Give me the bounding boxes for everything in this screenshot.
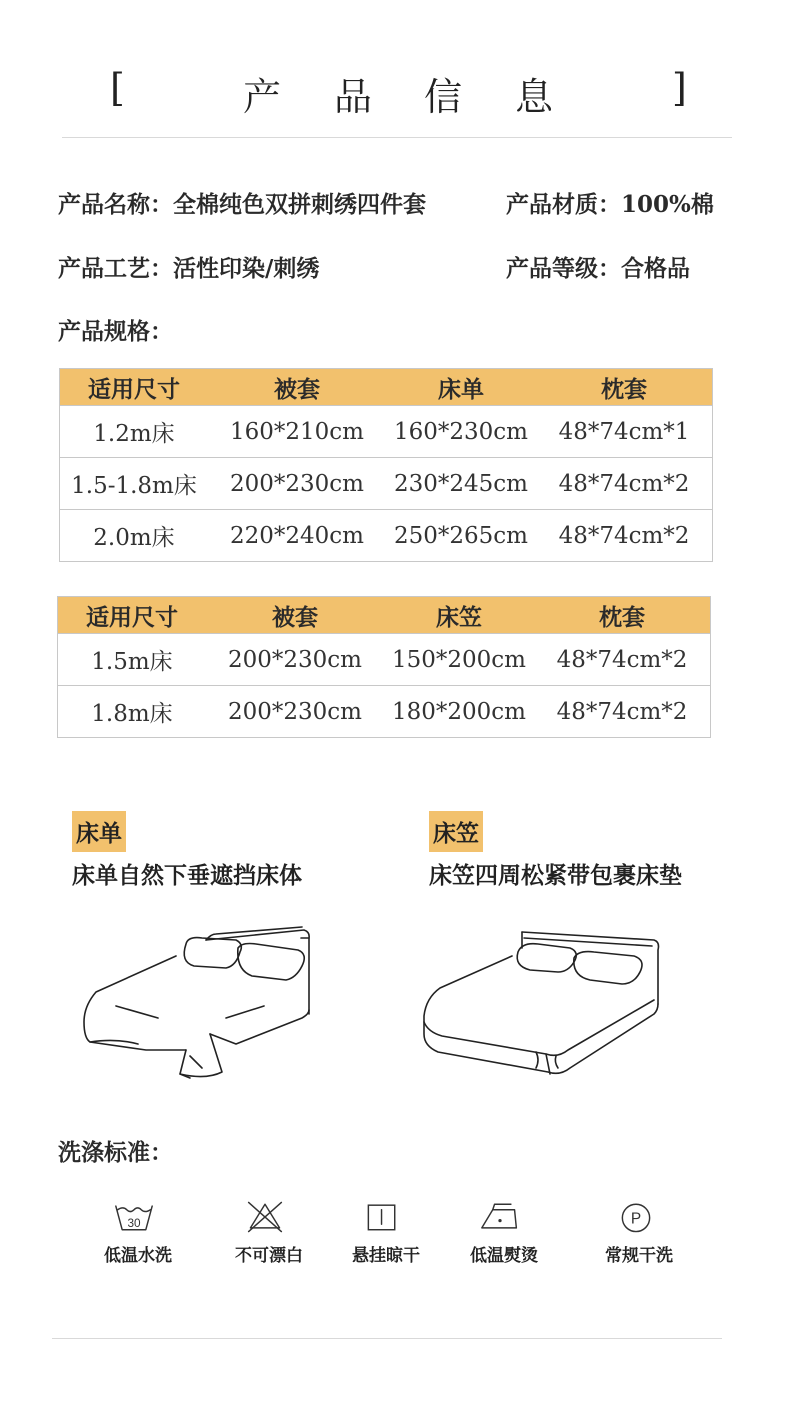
table-cell: 250*265cm [386, 510, 536, 562]
table-header: 被套 [208, 369, 386, 406]
fitted-sheet-bed-icon [418, 928, 664, 1088]
table-row [60, 406, 713, 458]
product-grade: 产品等级：合格品 [506, 255, 690, 282]
table-header: 枕套 [536, 369, 713, 406]
title-char-4: 息 [515, 75, 554, 119]
table-cell: 48*74cm*2 [534, 634, 711, 686]
table-cell: 220*240cm [208, 510, 386, 562]
care-item-label: 低温熨烫 [470, 1246, 538, 1266]
title-char-1: 产 [243, 75, 282, 119]
footer-divider [52, 1338, 722, 1339]
care-item-label: 常规干洗 [605, 1246, 673, 1266]
table-header-row [60, 369, 713, 406]
table-cell: 48*74cm*2 [536, 510, 713, 562]
title-bracket-left: [ [110, 66, 125, 110]
product-craft: 产品工艺：活性印染/刺绣 [58, 255, 320, 282]
sheet-tag: 床单 [72, 811, 126, 852]
table-cell: 1.2m床 [60, 406, 209, 458]
table-cell: 2.0m床 [60, 510, 209, 562]
table-row [58, 686, 711, 738]
hang-dry-icon [362, 1200, 402, 1234]
title-divider [62, 137, 732, 138]
table-cell: 160*210cm [208, 406, 386, 458]
table-cell: 1.5m床 [58, 634, 207, 686]
sheet-description: 床单自然下垂遮挡床体 [72, 862, 302, 889]
product-material: 产品材质：100%棉 [506, 191, 714, 218]
table-row [60, 458, 713, 510]
table-header: 枕套 [534, 597, 711, 634]
fitted-description: 床笠四周松紧带包裹床垫 [429, 862, 682, 889]
dry-clean-icon [616, 1200, 656, 1234]
table-cell: 1.5-1.8m床 [60, 458, 209, 510]
care-label: 洗涤标准： [58, 1139, 173, 1166]
table-cell: 180*200cm [384, 686, 534, 738]
table-cell: 230*245cm [386, 458, 536, 510]
care-item-label: 不可漂白 [235, 1246, 303, 1266]
no-bleach-icon [245, 1200, 285, 1234]
fitted-tag: 床笠 [429, 811, 483, 852]
title-bracket-right: ] [672, 66, 687, 110]
table-cell: 200*230cm [208, 458, 386, 510]
care-item-label: 低温水洗 [104, 1246, 172, 1266]
table-header-row [58, 597, 711, 634]
spec-table-fitted [57, 596, 711, 738]
table-cell: 160*230cm [386, 406, 536, 458]
table-header: 床单 [386, 369, 536, 406]
table-row [58, 634, 711, 686]
table-cell: 200*230cm [206, 634, 384, 686]
spec-table-sheet [59, 368, 713, 562]
table-header: 适用尺寸 [58, 597, 207, 634]
flat-sheet-bed-icon [76, 922, 316, 1084]
table-header: 适用尺寸 [60, 369, 209, 406]
wash-temp-mark: 30 [127, 1216, 141, 1230]
table-cell: 200*230cm [206, 686, 384, 738]
product-spec-label: 产品规格： [58, 318, 173, 345]
table-header: 被套 [206, 597, 384, 634]
table-row [60, 510, 713, 562]
table-header: 床笠 [384, 597, 534, 634]
title-char-3: 信 [424, 75, 463, 119]
title-char-2: 品 [334, 75, 373, 119]
product-name: 产品名称：全棉纯色双拼刺绣四件套 [58, 191, 426, 218]
table-cell: 150*200cm [384, 634, 534, 686]
table-cell: 1.8m床 [58, 686, 207, 738]
wash-30-icon [114, 1200, 154, 1234]
table-cell: 48*74cm*1 [536, 406, 713, 458]
table-cell: 48*74cm*2 [536, 458, 713, 510]
table-cell: 48*74cm*2 [534, 686, 711, 738]
care-item-label: 悬挂晾干 [352, 1246, 420, 1266]
low-iron-icon [480, 1200, 520, 1234]
dry-clean-mark: P [630, 1210, 642, 1228]
